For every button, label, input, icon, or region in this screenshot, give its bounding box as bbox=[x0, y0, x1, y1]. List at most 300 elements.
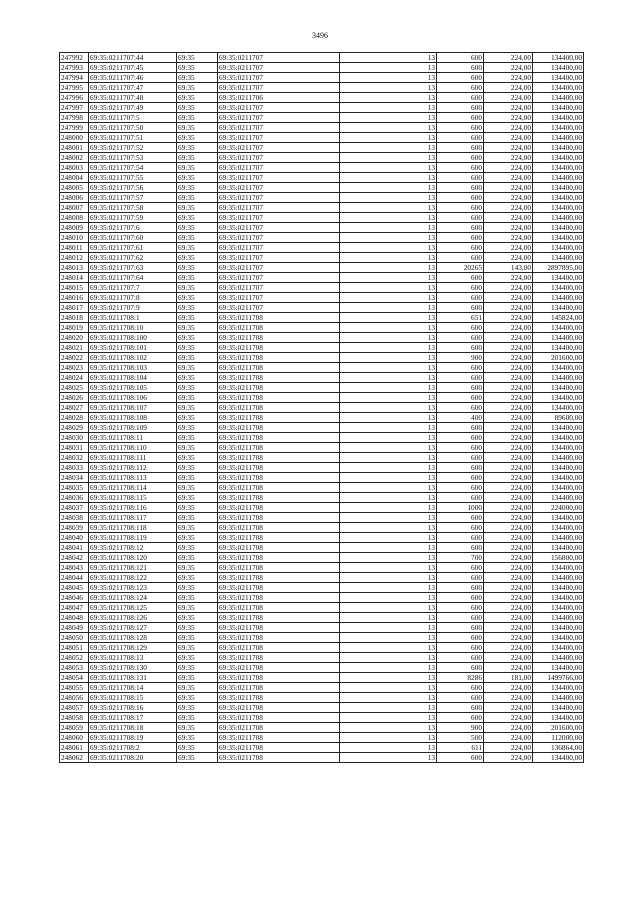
cell-cadastral-block: 69:35:0211708 bbox=[218, 563, 340, 573]
cell-cadastral-number: 69:35:0211708:2 bbox=[89, 743, 177, 753]
cell-cadastral-value: 145824,00 bbox=[533, 313, 584, 323]
table-row bbox=[60, 433, 584, 443]
cell-cadastral-value: 134400,00 bbox=[533, 643, 584, 653]
cell-row-id: 248047 bbox=[60, 603, 89, 613]
cell-area: 600 bbox=[437, 533, 484, 543]
cell-cadastral-value: 134400,00 bbox=[533, 613, 584, 623]
table-row bbox=[60, 183, 584, 193]
table-row bbox=[60, 703, 584, 713]
table-row bbox=[60, 593, 584, 603]
cell-cadastral-block: 69:35:0211708 bbox=[218, 373, 340, 383]
cell-district-code: 69:35 bbox=[177, 733, 218, 743]
cell-cadastral-value: 134400,00 bbox=[533, 493, 584, 503]
cell-row-id: 248061 bbox=[60, 743, 89, 753]
table-row bbox=[60, 523, 584, 533]
table-row bbox=[60, 173, 584, 183]
table-row bbox=[60, 103, 584, 113]
cell-area: 600 bbox=[437, 713, 484, 723]
cell-cadastral-block: 69:35:0211708 bbox=[218, 363, 340, 373]
cell-district-code: 69:35 bbox=[177, 483, 218, 493]
cell-area: 600 bbox=[437, 653, 484, 663]
cell-district-code: 69:35 bbox=[177, 473, 218, 483]
cell-specific-value: 224,00 bbox=[484, 443, 533, 453]
cell-cadastral-value: 134400,00 bbox=[533, 583, 584, 593]
cell-category-code: 13 bbox=[340, 523, 437, 533]
table-row bbox=[60, 143, 584, 153]
cell-cadastral-block: 69:35:0211707 bbox=[218, 63, 340, 73]
cell-cadastral-number: 69:35:0211708:104 bbox=[89, 373, 177, 383]
cell-row-id: 248013 bbox=[60, 263, 89, 273]
cell-row-id: 248025 bbox=[60, 383, 89, 393]
table-row bbox=[60, 503, 584, 513]
cell-area: 600 bbox=[437, 383, 484, 393]
cell-cadastral-block: 69:35:0211708 bbox=[218, 323, 340, 333]
cell-specific-value: 224,00 bbox=[484, 193, 533, 203]
cell-row-id: 247995 bbox=[60, 83, 89, 93]
cell-row-id: 248009 bbox=[60, 223, 89, 233]
table-row bbox=[60, 73, 584, 83]
cell-area: 600 bbox=[437, 93, 484, 103]
cell-category-code: 13 bbox=[340, 493, 437, 503]
cell-area: 600 bbox=[437, 53, 484, 63]
cell-row-id: 248062 bbox=[60, 753, 89, 763]
cell-area: 600 bbox=[437, 133, 484, 143]
cell-category-code: 13 bbox=[340, 593, 437, 603]
cell-specific-value: 224,00 bbox=[484, 413, 533, 423]
cell-district-code: 69:35 bbox=[177, 173, 218, 183]
cell-area: 600 bbox=[437, 683, 484, 693]
cell-row-id: 248012 bbox=[60, 253, 89, 263]
cell-cadastral-value: 134400,00 bbox=[533, 693, 584, 703]
table-row bbox=[60, 563, 584, 573]
cell-category-code: 13 bbox=[340, 383, 437, 393]
cell-area: 700 bbox=[437, 553, 484, 563]
cell-area: 1000 bbox=[437, 503, 484, 513]
cell-cadastral-number: 69:35:0211707:60 bbox=[89, 233, 177, 243]
cell-category-code: 13 bbox=[340, 173, 437, 183]
cell-district-code: 69:35 bbox=[177, 593, 218, 603]
cell-row-id: 247998 bbox=[60, 113, 89, 123]
cell-area: 500 bbox=[437, 733, 484, 743]
cell-district-code: 69:35 bbox=[177, 253, 218, 263]
cell-specific-value: 224,00 bbox=[484, 283, 533, 293]
table-row bbox=[60, 473, 584, 483]
cell-district-code: 69:35 bbox=[177, 533, 218, 543]
cell-cadastral-number: 69:35:0211707:58 bbox=[89, 203, 177, 213]
cell-cadastral-value: 134400,00 bbox=[533, 633, 584, 643]
cell-category-code: 13 bbox=[340, 243, 437, 253]
cell-specific-value: 224,00 bbox=[484, 593, 533, 603]
cell-category-code: 13 bbox=[340, 203, 437, 213]
cell-row-id: 248019 bbox=[60, 323, 89, 333]
cell-cadastral-number: 69:35:0211708:121 bbox=[89, 563, 177, 573]
cell-area: 900 bbox=[437, 723, 484, 733]
table-row bbox=[60, 93, 584, 103]
cell-district-code: 69:35 bbox=[177, 543, 218, 553]
cell-row-id: 248008 bbox=[60, 213, 89, 223]
cell-cadastral-block: 69:35:0211708 bbox=[218, 313, 340, 323]
table-row bbox=[60, 343, 584, 353]
cell-row-id: 248054 bbox=[60, 673, 89, 683]
cell-category-code: 13 bbox=[340, 273, 437, 283]
cell-category-code: 13 bbox=[340, 483, 437, 493]
cell-district-code: 69:35 bbox=[177, 563, 218, 573]
cell-district-code: 69:35 bbox=[177, 723, 218, 733]
table-row bbox=[60, 583, 584, 593]
cell-row-id: 248058 bbox=[60, 713, 89, 723]
cell-cadastral-number: 69:35:0211707:63 bbox=[89, 263, 177, 273]
cell-cadastral-block: 69:35:0211708 bbox=[218, 383, 340, 393]
cell-category-code: 13 bbox=[340, 323, 437, 333]
cell-cadastral-number: 69:35:0211708:114 bbox=[89, 483, 177, 493]
cell-specific-value: 224,00 bbox=[484, 433, 533, 443]
cell-row-id: 248051 bbox=[60, 643, 89, 653]
cell-district-code: 69:35 bbox=[177, 263, 218, 273]
table-row bbox=[60, 303, 584, 313]
cell-category-code: 13 bbox=[340, 703, 437, 713]
cell-category-code: 13 bbox=[340, 83, 437, 93]
cell-cadastral-value: 134400,00 bbox=[533, 543, 584, 553]
cell-cadastral-block: 69:35:0211707 bbox=[218, 223, 340, 233]
cell-specific-value: 224,00 bbox=[484, 63, 533, 73]
cell-cadastral-block: 69:35:0211708 bbox=[218, 743, 340, 753]
cell-cadastral-value: 134400,00 bbox=[533, 393, 584, 403]
cell-district-code: 69:35 bbox=[177, 753, 218, 763]
cell-row-id: 248052 bbox=[60, 653, 89, 663]
cell-category-code: 13 bbox=[340, 133, 437, 143]
cell-cadastral-number: 69:35:0211708:18 bbox=[89, 723, 177, 733]
cell-district-code: 69:35 bbox=[177, 323, 218, 333]
cell-category-code: 13 bbox=[340, 473, 437, 483]
cell-specific-value: 224,00 bbox=[484, 133, 533, 143]
cell-cadastral-number: 69:35:0211708:123 bbox=[89, 583, 177, 593]
cell-category-code: 13 bbox=[340, 153, 437, 163]
cell-cadastral-block: 69:35:0211708 bbox=[218, 543, 340, 553]
cell-cadastral-number: 69:35:0211708:108 bbox=[89, 413, 177, 423]
cell-area: 20265 bbox=[437, 263, 484, 273]
cell-row-id: 248038 bbox=[60, 513, 89, 523]
cell-row-id: 248034 bbox=[60, 473, 89, 483]
cell-category-code: 13 bbox=[340, 353, 437, 363]
cell-area: 600 bbox=[437, 753, 484, 763]
cell-row-id: 248020 bbox=[60, 333, 89, 343]
cell-specific-value: 224,00 bbox=[484, 533, 533, 543]
cell-cadastral-value: 134400,00 bbox=[533, 713, 584, 723]
cell-category-code: 13 bbox=[340, 393, 437, 403]
cell-cadastral-block: 69:35:0211708 bbox=[218, 423, 340, 433]
cell-cadastral-block: 69:35:0211707 bbox=[218, 203, 340, 213]
cell-area: 600 bbox=[437, 143, 484, 153]
cell-cadastral-number: 69:35:0211708:101 bbox=[89, 343, 177, 353]
cell-district-code: 69:35 bbox=[177, 243, 218, 253]
cell-district-code: 69:35 bbox=[177, 183, 218, 193]
table-row bbox=[60, 543, 584, 553]
cell-row-id: 248003 bbox=[60, 163, 89, 173]
table-row bbox=[60, 273, 584, 283]
table-row bbox=[60, 63, 584, 73]
cell-specific-value: 224,00 bbox=[484, 253, 533, 263]
cell-district-code: 69:35 bbox=[177, 103, 218, 113]
cell-cadastral-number: 69:35:0211708:103 bbox=[89, 363, 177, 373]
cell-district-code: 69:35 bbox=[177, 223, 218, 233]
cell-cadastral-block: 69:35:0211707 bbox=[218, 193, 340, 203]
cell-category-code: 13 bbox=[340, 563, 437, 573]
cell-district-code: 69:35 bbox=[177, 503, 218, 513]
cell-specific-value: 224,00 bbox=[484, 353, 533, 363]
cell-specific-value: 224,00 bbox=[484, 243, 533, 253]
cell-category-code: 13 bbox=[340, 333, 437, 343]
table-body bbox=[60, 53, 584, 763]
cell-cadastral-number: 69:35:0211708:10 bbox=[89, 323, 177, 333]
cell-row-id: 248033 bbox=[60, 463, 89, 473]
cell-specific-value: 224,00 bbox=[484, 303, 533, 313]
cell-district-code: 69:35 bbox=[177, 623, 218, 633]
cell-district-code: 69:35 bbox=[177, 523, 218, 533]
cell-cadastral-value: 224000,00 bbox=[533, 503, 584, 513]
cell-cadastral-number: 69:35:0211708:102 bbox=[89, 353, 177, 363]
cell-cadastral-value: 134400,00 bbox=[533, 453, 584, 463]
cell-area: 600 bbox=[437, 513, 484, 523]
cell-row-id: 248006 bbox=[60, 193, 89, 203]
cell-cadastral-block: 69:35:0211708 bbox=[218, 523, 340, 533]
cell-cadastral-value: 134400,00 bbox=[533, 283, 584, 293]
cell-district-code: 69:35 bbox=[177, 273, 218, 283]
cell-cadastral-value: 134400,00 bbox=[533, 83, 584, 93]
cell-cadastral-value: 134400,00 bbox=[533, 363, 584, 373]
cell-area: 600 bbox=[437, 303, 484, 313]
cell-cadastral-block: 69:35:0211708 bbox=[218, 663, 340, 673]
cell-cadastral-number: 69:35:0211707:45 bbox=[89, 63, 177, 73]
cell-cadastral-value: 134400,00 bbox=[533, 433, 584, 443]
table-row bbox=[60, 333, 584, 343]
cell-row-id: 248000 bbox=[60, 133, 89, 143]
cell-area: 8286 bbox=[437, 673, 484, 683]
cell-cadastral-number: 69:35:0211708:106 bbox=[89, 393, 177, 403]
cell-row-id: 248029 bbox=[60, 423, 89, 433]
cell-cadastral-value: 134400,00 bbox=[533, 323, 584, 333]
cell-cadastral-number: 69:35:0211708:118 bbox=[89, 523, 177, 533]
cell-area: 600 bbox=[437, 613, 484, 623]
cell-cadastral-block: 69:35:0211708 bbox=[218, 533, 340, 543]
cell-cadastral-block: 69:35:0211707 bbox=[218, 123, 340, 133]
cell-cadastral-value: 134400,00 bbox=[533, 333, 584, 343]
cell-district-code: 69:35 bbox=[177, 673, 218, 683]
cell-area: 600 bbox=[437, 643, 484, 653]
cell-specific-value: 224,00 bbox=[484, 343, 533, 353]
cell-row-id: 248035 bbox=[60, 483, 89, 493]
cell-district-code: 69:35 bbox=[177, 163, 218, 173]
cell-cadastral-number: 69:35:0211707:50 bbox=[89, 123, 177, 133]
cell-cadastral-number: 69:35:0211708:16 bbox=[89, 703, 177, 713]
cell-district-code: 69:35 bbox=[177, 403, 218, 413]
cell-cadastral-value: 134400,00 bbox=[533, 273, 584, 283]
cell-cadastral-value: 134400,00 bbox=[533, 513, 584, 523]
table-row bbox=[60, 623, 584, 633]
cell-district-code: 69:35 bbox=[177, 293, 218, 303]
cell-cadastral-number: 69:35:0211708:130 bbox=[89, 663, 177, 673]
cell-specific-value: 224,00 bbox=[484, 233, 533, 243]
cell-cadastral-block: 69:35:0211708 bbox=[218, 403, 340, 413]
cell-row-id: 248002 bbox=[60, 153, 89, 163]
cell-specific-value: 224,00 bbox=[484, 213, 533, 223]
cell-category-code: 13 bbox=[340, 363, 437, 373]
cell-row-id: 248018 bbox=[60, 313, 89, 323]
cell-cadastral-block: 69:35:0211707 bbox=[218, 83, 340, 93]
cell-cadastral-block: 69:35:0211707 bbox=[218, 183, 340, 193]
cell-specific-value: 224,00 bbox=[484, 373, 533, 383]
cell-cadastral-value: 134400,00 bbox=[533, 293, 584, 303]
table-row bbox=[60, 533, 584, 543]
cell-district-code: 69:35 bbox=[177, 663, 218, 673]
cell-specific-value: 224,00 bbox=[484, 103, 533, 113]
cell-category-code: 13 bbox=[340, 573, 437, 583]
cell-area: 600 bbox=[437, 393, 484, 403]
cell-row-id: 248024 bbox=[60, 373, 89, 383]
cell-cadastral-value: 134400,00 bbox=[533, 243, 584, 253]
cell-row-id: 248007 bbox=[60, 203, 89, 213]
cell-district-code: 69:35 bbox=[177, 123, 218, 133]
cell-area: 600 bbox=[437, 583, 484, 593]
table-row bbox=[60, 743, 584, 753]
table-row bbox=[60, 293, 584, 303]
cell-cadastral-value: 134400,00 bbox=[533, 223, 584, 233]
cell-specific-value: 224,00 bbox=[484, 113, 533, 123]
cell-cadastral-number: 69:35:0211708:124 bbox=[89, 593, 177, 603]
cell-area: 600 bbox=[437, 633, 484, 643]
cell-area: 600 bbox=[437, 443, 484, 453]
table-row bbox=[60, 733, 584, 743]
cell-cadastral-value: 134400,00 bbox=[533, 573, 584, 583]
cell-district-code: 69:35 bbox=[177, 393, 218, 403]
cell-cadastral-value: 134400,00 bbox=[533, 403, 584, 413]
cell-cadastral-block: 69:35:0211708 bbox=[218, 713, 340, 723]
cell-category-code: 13 bbox=[340, 743, 437, 753]
cell-cadastral-number: 69:35:0211708:19 bbox=[89, 733, 177, 743]
cell-category-code: 13 bbox=[340, 193, 437, 203]
cell-row-id: 248031 bbox=[60, 443, 89, 453]
cell-cadastral-block: 69:35:0211707 bbox=[218, 173, 340, 183]
cell-cadastral-block: 69:35:0211708 bbox=[218, 433, 340, 443]
cell-specific-value: 224,00 bbox=[484, 753, 533, 763]
cell-category-code: 13 bbox=[340, 583, 437, 593]
cell-cadastral-value: 134400,00 bbox=[533, 343, 584, 353]
cell-district-code: 69:35 bbox=[177, 613, 218, 623]
cell-area: 600 bbox=[437, 283, 484, 293]
cell-district-code: 69:35 bbox=[177, 363, 218, 373]
cell-area: 600 bbox=[437, 593, 484, 603]
cell-area: 600 bbox=[437, 183, 484, 193]
table-row bbox=[60, 683, 584, 693]
cell-cadastral-block: 69:35:0211708 bbox=[218, 493, 340, 503]
cell-cadastral-value: 134400,00 bbox=[533, 603, 584, 613]
table-row bbox=[60, 323, 584, 333]
cell-district-code: 69:35 bbox=[177, 313, 218, 323]
cell-district-code: 69:35 bbox=[177, 233, 218, 243]
table-row bbox=[60, 513, 584, 523]
cell-cadastral-value: 134400,00 bbox=[533, 133, 584, 143]
cell-area: 600 bbox=[437, 493, 484, 503]
cell-cadastral-number: 69:35:0211707:55 bbox=[89, 173, 177, 183]
cell-cadastral-value: 134400,00 bbox=[533, 483, 584, 493]
cell-cadastral-value: 134400,00 bbox=[533, 443, 584, 453]
table-row bbox=[60, 443, 584, 453]
cell-area: 600 bbox=[437, 363, 484, 373]
cell-area: 600 bbox=[437, 423, 484, 433]
cell-row-id: 248010 bbox=[60, 233, 89, 243]
cell-specific-value: 181,00 bbox=[484, 673, 533, 683]
cell-area: 600 bbox=[437, 63, 484, 73]
cell-district-code: 69:35 bbox=[177, 423, 218, 433]
cell-row-id: 248043 bbox=[60, 563, 89, 573]
cell-district-code: 69:35 bbox=[177, 353, 218, 363]
cell-area: 600 bbox=[437, 603, 484, 613]
cell-cadastral-block: 69:35:0211707 bbox=[218, 53, 340, 63]
table-row bbox=[60, 643, 584, 653]
cell-specific-value: 224,00 bbox=[484, 423, 533, 433]
cell-cadastral-block: 69:35:0211708 bbox=[218, 653, 340, 663]
cell-category-code: 13 bbox=[340, 233, 437, 243]
cell-area: 600 bbox=[437, 273, 484, 283]
cell-cadastral-block: 69:35:0211708 bbox=[218, 453, 340, 463]
cell-category-code: 13 bbox=[340, 713, 437, 723]
cell-row-id: 248057 bbox=[60, 703, 89, 713]
cell-district-code: 69:35 bbox=[177, 443, 218, 453]
cell-cadastral-block: 69:35:0211707 bbox=[218, 243, 340, 253]
cell-category-code: 13 bbox=[340, 673, 437, 683]
cell-area: 600 bbox=[437, 543, 484, 553]
cell-specific-value: 224,00 bbox=[484, 493, 533, 503]
cell-category-code: 13 bbox=[340, 443, 437, 453]
table-row bbox=[60, 613, 584, 623]
cell-category-code: 13 bbox=[340, 163, 437, 173]
table-row bbox=[60, 313, 584, 323]
cell-specific-value: 224,00 bbox=[484, 543, 533, 553]
cell-cadastral-value: 134400,00 bbox=[533, 213, 584, 223]
cell-category-code: 13 bbox=[340, 93, 437, 103]
cell-area: 600 bbox=[437, 213, 484, 223]
cell-cadastral-value: 134400,00 bbox=[533, 123, 584, 133]
cell-specific-value: 224,00 bbox=[484, 653, 533, 663]
cell-cadastral-number: 69:35:0211708:105 bbox=[89, 383, 177, 393]
cell-row-id: 248026 bbox=[60, 393, 89, 403]
cell-cadastral-value: 134400,00 bbox=[533, 623, 584, 633]
cell-district-code: 69:35 bbox=[177, 413, 218, 423]
table-row bbox=[60, 163, 584, 173]
cell-cadastral-number: 69:35:0211707:64 bbox=[89, 273, 177, 283]
cell-district-code: 69:35 bbox=[177, 83, 218, 93]
cell-cadastral-number: 69:35:0211707:49 bbox=[89, 103, 177, 113]
cell-category-code: 13 bbox=[340, 213, 437, 223]
cell-area: 600 bbox=[437, 173, 484, 183]
cell-cadastral-block: 69:35:0211707 bbox=[218, 103, 340, 113]
cell-cadastral-number: 69:35:0211708:13 bbox=[89, 653, 177, 663]
cell-row-id: 248049 bbox=[60, 623, 89, 633]
cell-specific-value: 224,00 bbox=[484, 633, 533, 643]
table-row bbox=[60, 223, 584, 233]
cell-cadastral-block: 69:35:0211708 bbox=[218, 333, 340, 343]
cell-area: 600 bbox=[437, 293, 484, 303]
cell-cadastral-number: 69:35:0211708:11 bbox=[89, 433, 177, 443]
cell-cadastral-number: 69:35:0211708:122 bbox=[89, 573, 177, 583]
cell-category-code: 13 bbox=[340, 183, 437, 193]
cell-category-code: 13 bbox=[340, 643, 437, 653]
cell-cadastral-number: 69:35:0211707:51 bbox=[89, 133, 177, 143]
cell-row-id: 248004 bbox=[60, 173, 89, 183]
cell-cadastral-value: 134400,00 bbox=[533, 373, 584, 383]
cell-cadastral-value: 134400,00 bbox=[533, 233, 584, 243]
cell-specific-value: 224,00 bbox=[484, 573, 533, 583]
cell-district-code: 69:35 bbox=[177, 203, 218, 213]
